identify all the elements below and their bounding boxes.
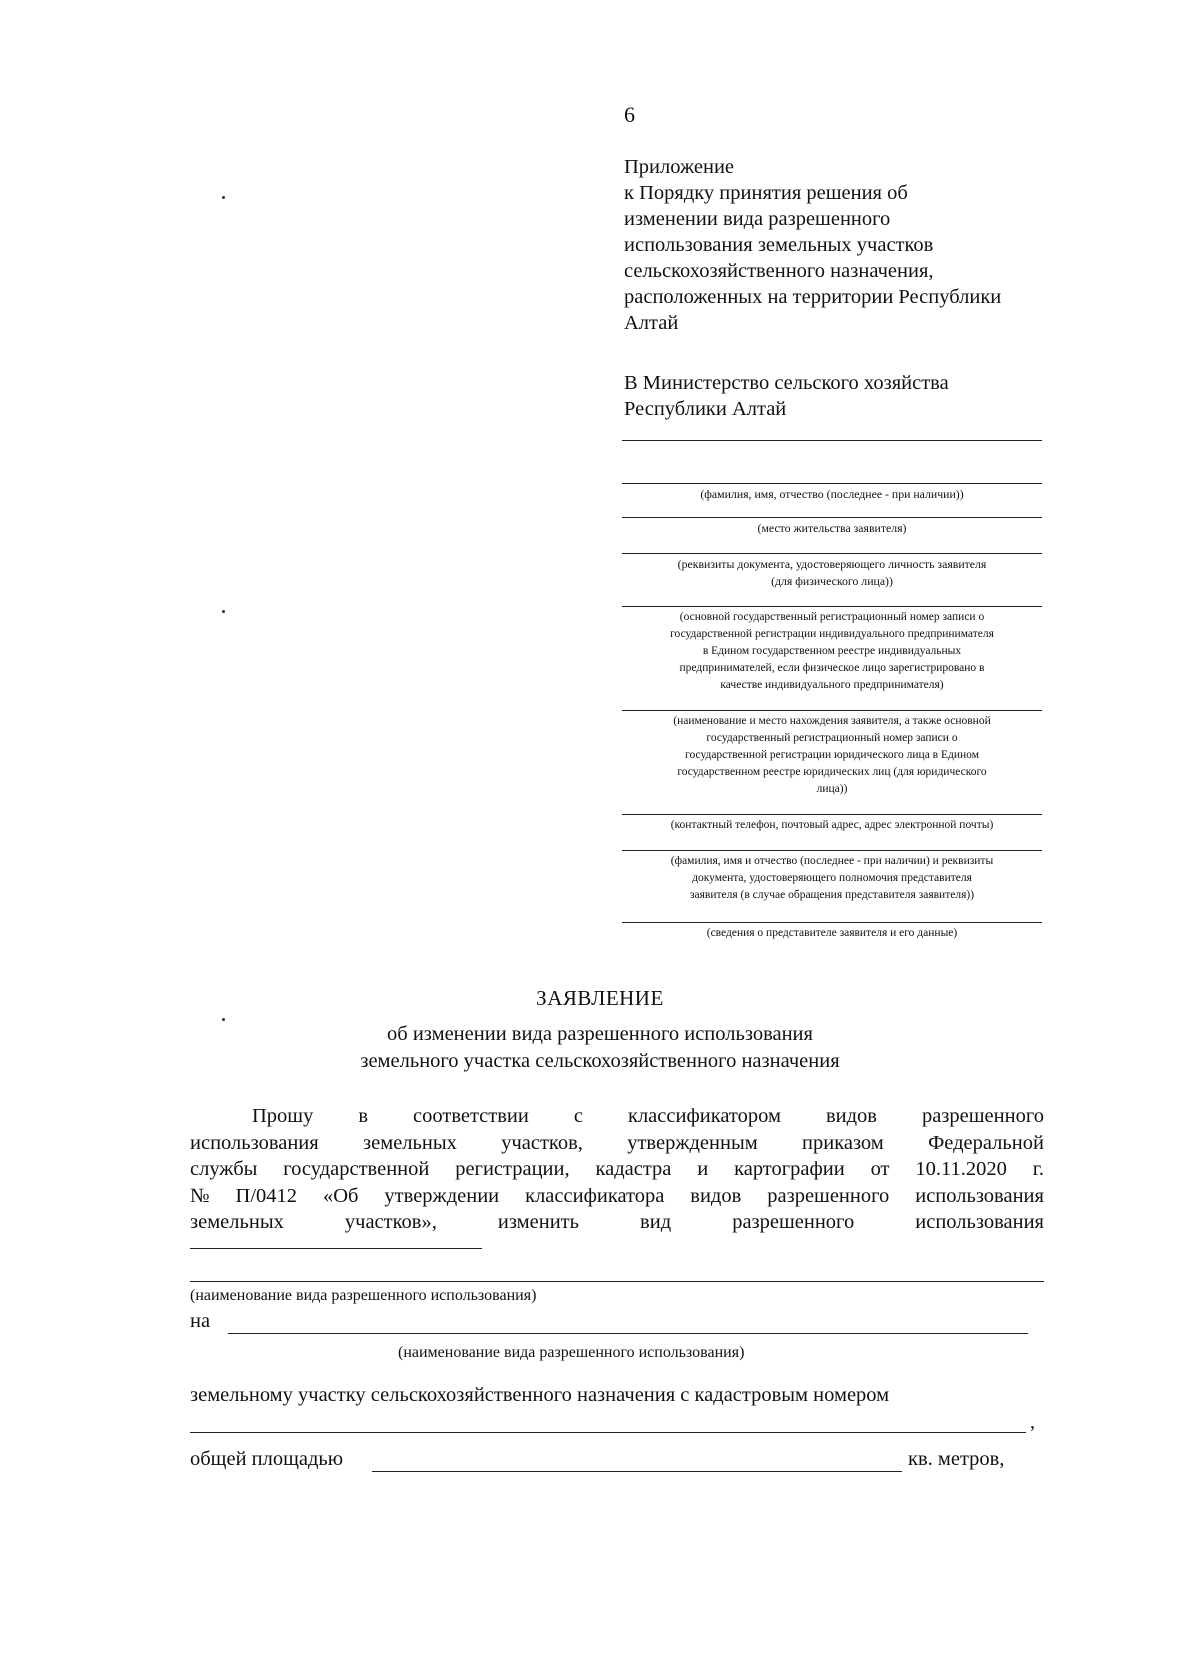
residence-caption: (место жительства заявителя) [757,521,907,535]
paragraph-line: земельных участков», изменить вид разрешенного использования [190,1211,1044,1233]
representative-info-caption: (сведения о представителе заявителя и его данные) [706,927,958,939]
current-use-line-2[interactable] [190,1281,1044,1282]
scan-speck [222,1018,225,1021]
legal-entity-caption [622,713,1042,798]
appendix-line: использования земельных участков [624,234,934,256]
fio-line[interactable] [622,441,1042,484]
applicant-fields [622,418,1042,942]
addressee-line: В Министерство сельского хозяйства [624,372,949,394]
document-subtitle: земельного участка сельскохозяйственного назначения [360,1050,840,1072]
new-use-line[interactable] [228,1333,1028,1334]
scan-speck [222,610,225,613]
caption-line: государственный регистрационный номер записи о [706,732,958,744]
page-number: 6 [624,102,635,127]
appendix-line: Алтай [624,312,679,334]
addressee [624,370,949,422]
caption-line: в Едином государственном реестре индивидуальных [702,645,962,657]
representative-line[interactable] [622,834,1042,851]
residence-line[interactable] [622,503,1042,518]
identity-doc-line[interactable] [622,537,1042,554]
document-title: ЗАЯВЛЕНИЕ [536,986,664,1010]
appendix-line: Приложение [624,156,735,178]
caption-line: государственной регистрации индивидуального предпринимателя [670,628,994,640]
paragraph-line: Прошу в соответствии с классификатором видов разрешенного [252,1105,1044,1127]
contacts-caption: (контактный телефон, почтовый адрес, адрес электронной почты) [670,819,994,831]
caption-line: (основной государственный регистрационный номер записи о [679,611,985,623]
cadastral-number-line[interactable] [190,1432,1026,1433]
caption-line: государственной регистрации юридического лица в Едином [685,749,979,761]
request-paragraph [190,1103,1044,1236]
caption-line: лица)) [816,783,848,795]
addressee-line: Республики Алтай [624,398,787,420]
area-label: общей площадью [190,1448,344,1470]
caption-line: (реквизиты документа, удостоверяющего личность заявителя [677,557,987,571]
current-use-line-1[interactable] [190,1248,482,1249]
ogrnip-caption [622,609,1042,694]
blank-line [622,418,1042,441]
appendix-header [624,154,1064,336]
appendix-line: к Порядку принятия решения об [624,182,908,204]
contacts-line[interactable] [622,798,1042,815]
appendix-line: изменении вида разрешенного [624,208,891,230]
caption-line: (для физического лица)) [771,574,893,588]
paragraph-line: № П/0412 «Об утверждении классификатора видов разрешенного использования [190,1184,1044,1207]
paragraph-line: использования земельных участков, утвержденным приказом Федеральной [190,1131,1044,1154]
document-subtitle: об изменении вида разрешенного использования [387,1023,813,1045]
representative-info-line[interactable] [622,904,1042,923]
representative-caption [622,853,1042,904]
identity-doc-caption [622,556,1042,590]
appendix-line: расположенных на территории Республики [624,286,1002,308]
to-label: на [190,1310,211,1332]
new-use-caption: (наименование вида разрешенного использования) [398,1344,745,1361]
paragraph-line: службы государственной регистрации, кадастра и картографии от 10.11.2020 г. [190,1158,1044,1180]
caption-line: заявителя (в случае обращения представителя заявителя)) [689,889,975,901]
caption-line: (наименование и место нахождения заявителя, а также основной [673,715,991,727]
ogrnip-line[interactable] [622,590,1042,607]
appendix-line: сельскохозяйственного назначения, [624,260,934,282]
current-use-caption: (наименование вида разрешенного использования) [190,1287,537,1304]
area-line[interactable] [372,1471,902,1472]
caption-line: государственном реестре юридических лиц (для юридического [677,766,987,778]
cadastral-comma: , [1030,1411,1035,1433]
area-unit: кв. метров, [908,1448,1005,1470]
legal-entity-line[interactable] [622,694,1042,711]
caption-line: (фамилия, имя и отчество (последнее - при наличии) и реквизиты [670,855,994,867]
fio-caption: (фамилия, имя, отчество (последнее - при наличии)) [700,487,964,501]
caption-line: качестве индивидуального предпринимателя) [720,679,944,691]
scan-speck [222,196,225,199]
caption-line: документа, удостоверяющего полномочия представителя [692,872,972,884]
caption-line: предпринимателей, если физическое лицо зарегистрировано в [679,662,985,674]
cadastral-text: земельному участку сельскохозяйственного назначения с кадастровым номером [190,1384,890,1406]
